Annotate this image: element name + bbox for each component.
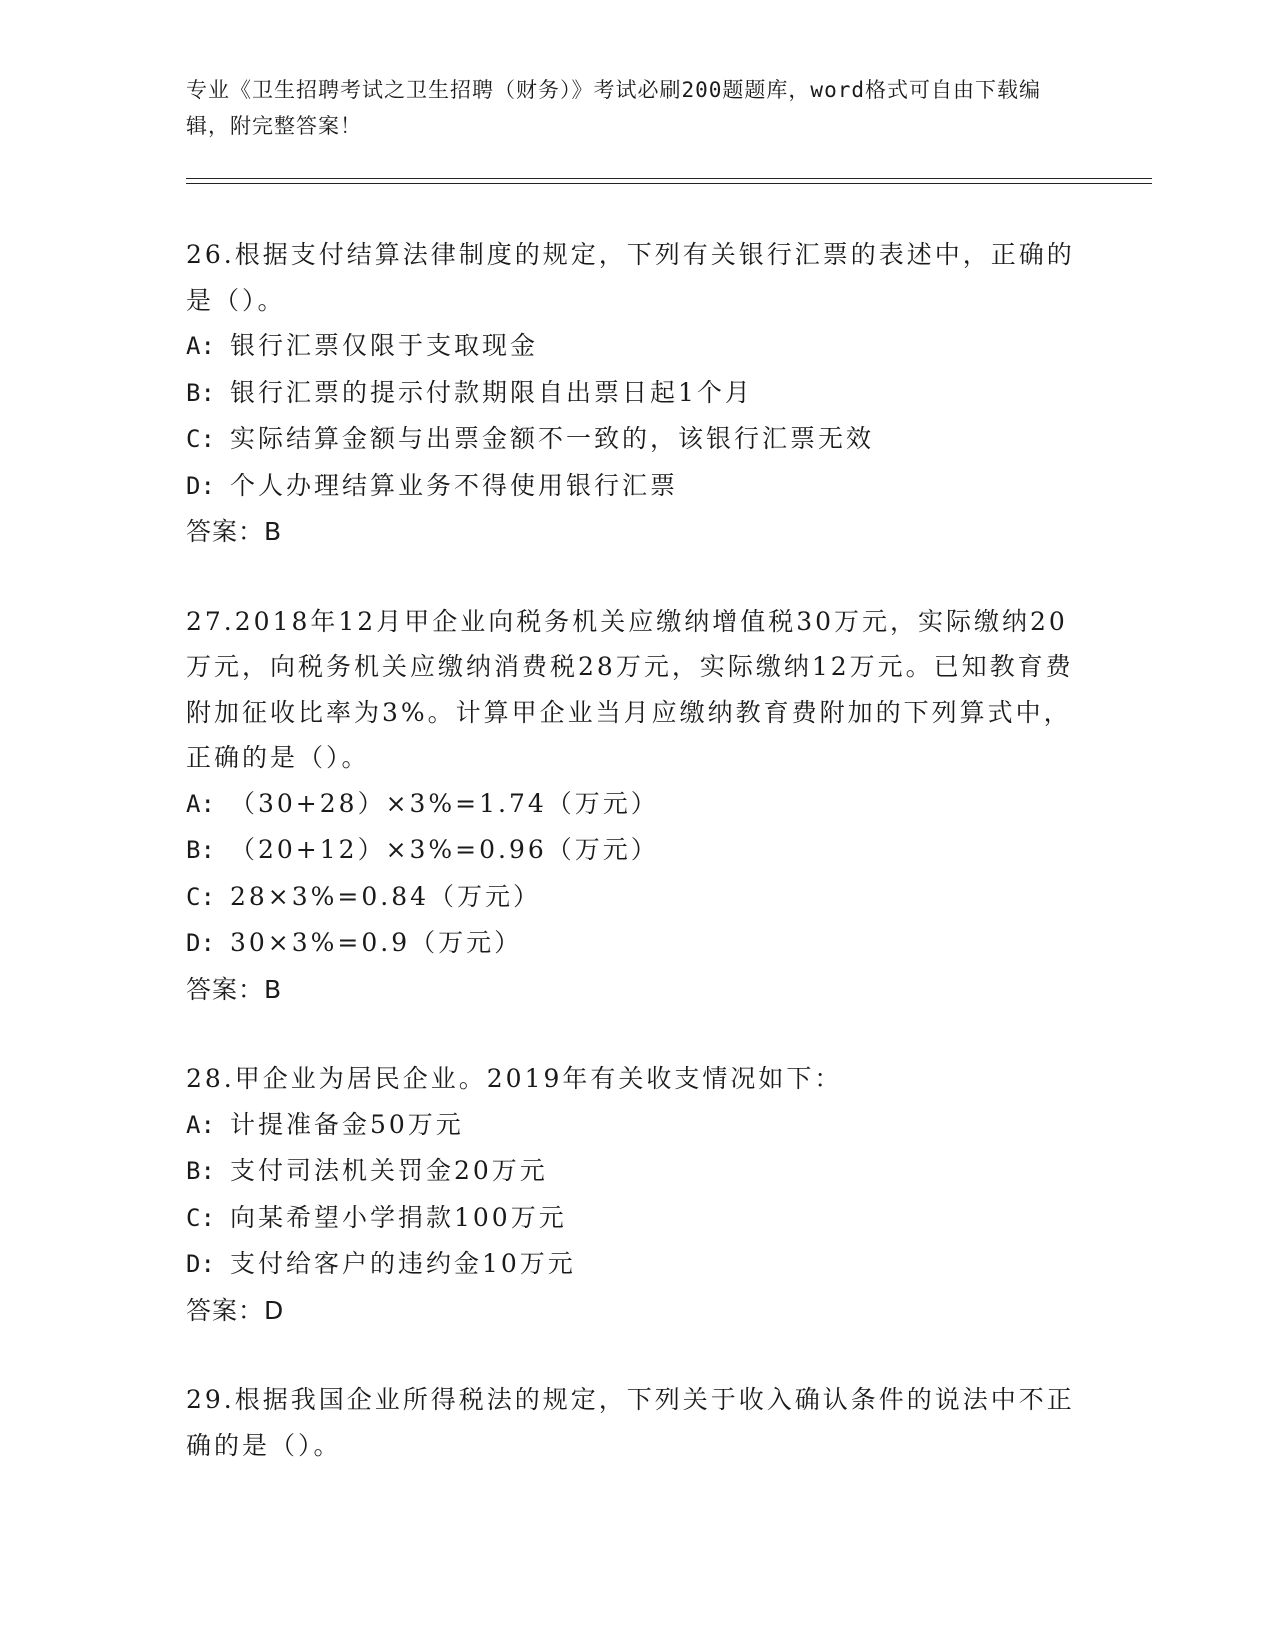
option-text: 实际结算金额与出票金额不一致的，该银行汇票无效 (230, 424, 875, 453)
answer-line: 答案：B (186, 974, 283, 1004)
option-text: 30×3%=0.9（万元） (230, 928, 523, 957)
option-b (186, 827, 1086, 874)
option-text: （30+28）×3%=1.74（万元） (230, 788, 659, 818)
question-29 (186, 1377, 1086, 1468)
option-text: 向某希望小学捐款100万元 (230, 1202, 567, 1232)
option-letter: B: (186, 378, 215, 407)
option-text: 支付司法机关罚金20万元 (230, 1156, 548, 1185)
question-stem: 26.根据支付结算法律制度的规定，下列有关银行汇票的表述中，正确的是（）。 (186, 240, 1075, 315)
document-header: 专业《卫生招聘考试之卫生招聘（财务）》考试必刷200题题库，word格式可自由下载编辑，附完整答案！ (186, 78, 1041, 138)
option-d (186, 1241, 1086, 1288)
option-letter: C: (186, 1203, 215, 1232)
question-28 (186, 1056, 1086, 1333)
question-27 (186, 599, 1086, 1013)
option-b (186, 1148, 1086, 1195)
question-26 (186, 232, 1086, 555)
option-d (186, 463, 1086, 510)
question-list (186, 232, 1086, 1512)
option-letter: A: (186, 332, 215, 360)
option-a (186, 323, 1086, 370)
answer-line: 答案：B (186, 517, 283, 546)
header-divider-top (186, 178, 1152, 179)
option-letter: B: (186, 1157, 215, 1185)
option-letter: C: (186, 425, 215, 453)
question-stem: 28.甲企业为居民企业。2019年有关收支情况如下： (186, 1064, 843, 1093)
option-letter: D: (186, 1250, 215, 1278)
option-text: 支付给客户的违约金10万元 (230, 1249, 576, 1278)
option-a (186, 781, 1086, 828)
question-stem: 29.根据我国企业所得税法的规定，下列关于收入确认条件的说法中不正确的是（）。 (186, 1385, 1075, 1460)
header-divider-bottom (186, 183, 1152, 184)
option-text: 银行汇票仅限于支取现金 (230, 331, 539, 360)
option-b (186, 370, 1086, 417)
option-text: 银行汇票的提示付款期限自出票日起1个月 (230, 377, 753, 407)
option-text: （20+12）×3%=0.96（万元） (230, 835, 659, 864)
option-c (186, 1195, 1086, 1242)
option-letter: C: (186, 882, 215, 911)
option-c (186, 874, 1086, 921)
option-text: 28×3%=0.84（万元） (230, 881, 542, 911)
option-text: 计提准备金50万元 (230, 1109, 464, 1139)
option-c (186, 416, 1086, 463)
answer-line: 答案：D (186, 1295, 285, 1325)
question-stem: 27.2018年12月甲企业向税务机关应缴纳增值税30万元，实际缴纳20万元，向税务机关应缴纳消费税28万元，实际缴纳12万元。已知教育费附加征收比率为3%。计算甲企业当月应缴纳教育费附加的下列算式中，正确的是（）。 (186, 606, 1074, 772)
option-letter: D: (186, 929, 215, 957)
option-letter: D: (186, 471, 215, 500)
option-text: 个人办理结算业务不得使用银行汇票 (230, 470, 679, 500)
option-letter: A: (186, 1110, 215, 1139)
option-a (186, 1102, 1086, 1149)
option-d (186, 920, 1086, 967)
option-letter: B: (186, 836, 215, 864)
option-letter: A: (186, 789, 215, 818)
